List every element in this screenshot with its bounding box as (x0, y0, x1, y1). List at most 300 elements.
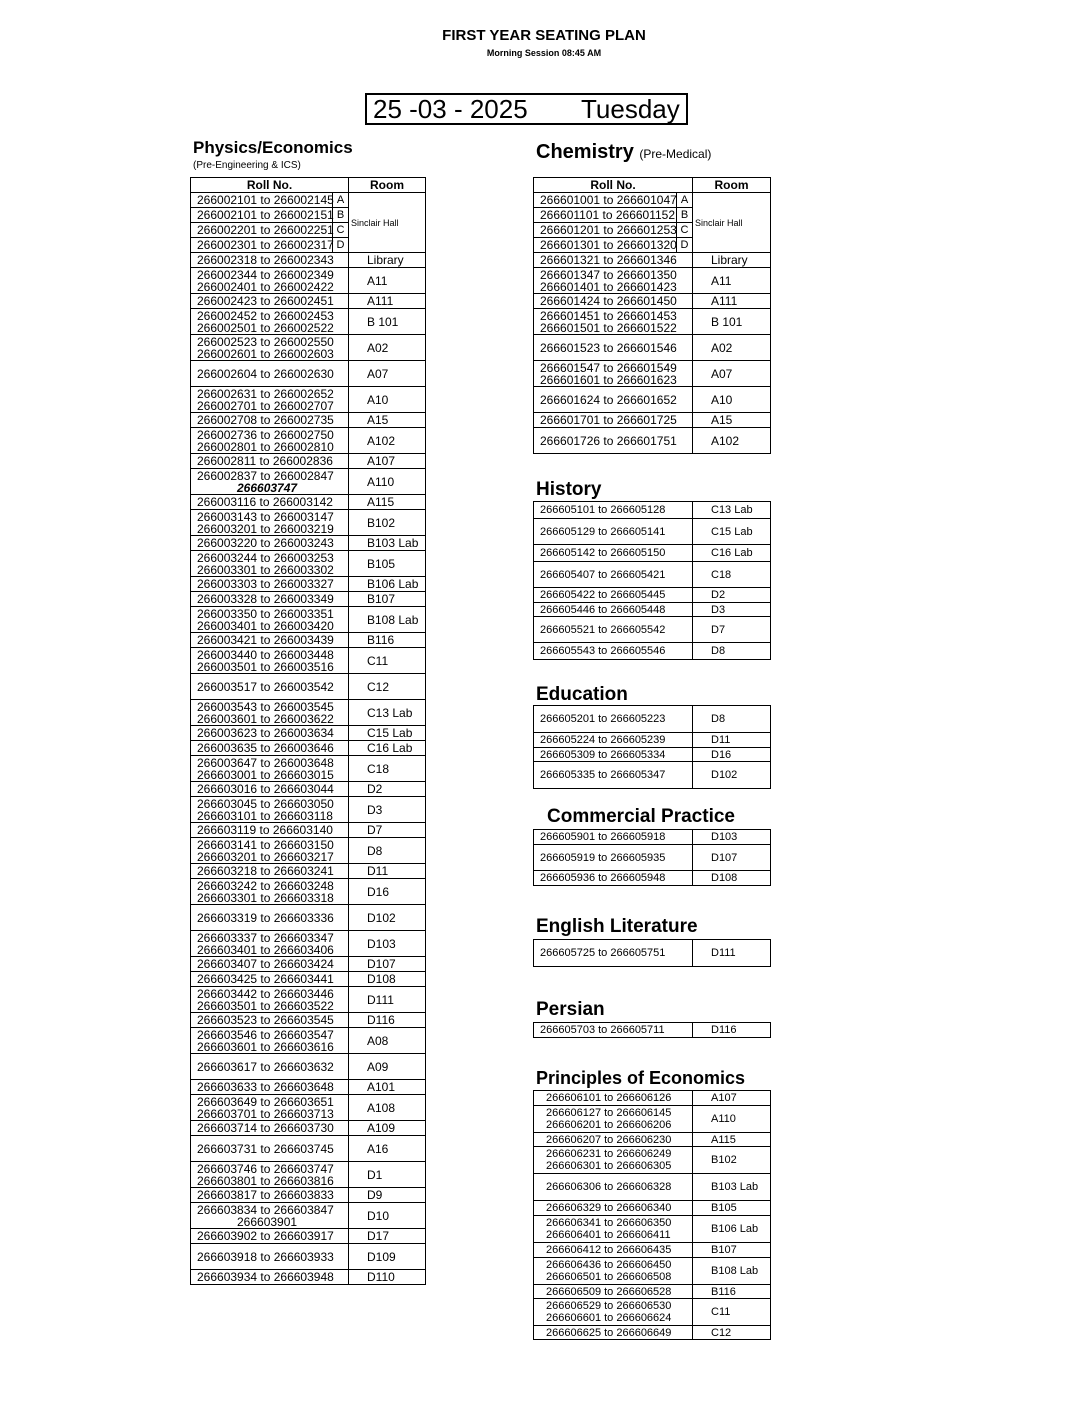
room-cell: A02 (693, 335, 771, 361)
room-cell: C13 Lab (693, 502, 771, 519)
roll-range-text: 266603731 to 266603745 (197, 1141, 334, 1156)
roll-range-text: 266603901 (237, 1214, 298, 1229)
roll-range (534, 223, 693, 238)
roll-range (191, 1188, 349, 1203)
room-cell: A07 (349, 361, 426, 387)
room-cell: B105 (349, 551, 426, 577)
table-row (534, 1243, 771, 1258)
roll-range-text: 266603617 to 266603632 (197, 1059, 334, 1074)
roll-range (191, 726, 349, 741)
roll-range (191, 361, 349, 387)
roll-range-text: 266606201 to 266606206 (546, 1119, 672, 1131)
room-cell: A108 (349, 1095, 426, 1121)
roll-range-text: 266002811 to 266002836 (197, 454, 333, 468)
roll-range (191, 838, 349, 864)
table-row (534, 1106, 771, 1133)
roll-range-text: 266605901 to 266605918 (540, 831, 666, 843)
roll-range-text: 266601301 to 266601320 (540, 238, 677, 252)
room-cell: D17 (349, 1229, 426, 1244)
roll-range-text: 266002708 to 266002735 (197, 413, 334, 427)
room-cell: D116 (349, 1013, 426, 1028)
room-cell: C12 (693, 1326, 771, 1340)
table-row (191, 413, 426, 428)
section-letter: C (676, 223, 692, 237)
roll-range (534, 940, 693, 967)
col-room-header: Room (693, 178, 771, 193)
room-cell: D10 (349, 1203, 426, 1229)
table-row (534, 413, 771, 428)
room-cell: B107 (349, 592, 426, 607)
roll-range (191, 223, 349, 238)
table-row (534, 428, 771, 454)
room-cell: Sinclair Hall (693, 193, 771, 253)
room-cell: C16 Lab (693, 545, 771, 562)
roll-range-text: 266003421 to 266003439 (197, 633, 334, 647)
roll-range-text: 266603918 to 266603933 (197, 1249, 334, 1264)
room-cell: C12 (349, 674, 426, 700)
room-cell: A10 (693, 387, 771, 413)
education-table (533, 705, 771, 789)
table-row (534, 361, 771, 387)
table-row (534, 502, 771, 519)
table-row (191, 469, 426, 495)
roll-range (191, 633, 349, 648)
roll-range (191, 469, 349, 495)
roll-range (534, 519, 693, 545)
table-row (191, 268, 426, 294)
roll-range (534, 1091, 693, 1106)
roll-range-text: 266605142 to 266605150 (540, 547, 666, 559)
roll-range-text: 266003517 to 266003542 (197, 679, 334, 694)
roll-range (534, 588, 693, 603)
roll-range (191, 1080, 349, 1095)
table-row (534, 643, 771, 660)
session-subtitle: Morning Session 08:45 AM (486, 48, 602, 58)
chemistry-heading: Chemistry (536, 141, 634, 163)
roll-range-text: 266603801 to 266603816 (197, 1173, 334, 1188)
section-letter: A (332, 193, 348, 207)
table-row (191, 987, 426, 1013)
roll-range (191, 1244, 349, 1270)
table-row (534, 193, 771, 208)
table-row (534, 519, 771, 545)
roll-range-text: 266003201 to 266003219 (197, 521, 334, 536)
room-cell: D3 (693, 603, 771, 617)
roll-range (534, 1258, 693, 1285)
roll-range-text: 266003543 to 266003545 (197, 699, 334, 714)
roll-range-text: 266603407 to 266603424 (197, 957, 334, 971)
room-cell: D109 (349, 1244, 426, 1270)
room-cell: B107 (693, 1243, 771, 1258)
table-row (191, 193, 426, 208)
roll-range-text: 266603746 to 266603747 (197, 1161, 334, 1176)
table-row (191, 931, 426, 957)
table-row (191, 756, 426, 782)
roll-range-text: 266606625 to 266606649 (546, 1326, 672, 1339)
table-row (191, 741, 426, 756)
roll-range-text: 266606401 to 266606411 (546, 1229, 671, 1241)
roll-range (534, 733, 693, 748)
roll-range (191, 1095, 349, 1121)
roll-range-text: 266003328 to 266003349 (197, 592, 334, 606)
roll-range (534, 502, 693, 519)
roll-range (191, 551, 349, 577)
room-cell: D2 (349, 782, 426, 797)
chemistry-heading-wrap (536, 141, 711, 164)
roll-range-text: 266606127 to 266606145 (546, 1107, 672, 1119)
roll-range (191, 648, 349, 674)
table-row (534, 1133, 771, 1147)
roll-range (191, 864, 349, 879)
roll-range-text: 266603934 to 266603948 (197, 1270, 334, 1284)
economics-table (533, 1090, 771, 1340)
roll-range (534, 335, 693, 361)
roll-range (191, 1121, 349, 1136)
room-cell: D102 (349, 905, 426, 931)
roll-range (191, 309, 349, 335)
roll-range (534, 1243, 693, 1258)
roll-range-text: 266002201 to 266002251 (197, 223, 334, 237)
roll-range (191, 1162, 349, 1188)
room-cell: C15 Lab (693, 519, 771, 545)
roll-range (191, 931, 349, 957)
roll-range-text: 266002101 to 266002151 (197, 208, 334, 222)
table-row (191, 1203, 426, 1229)
table-row (191, 387, 426, 413)
roll-range-text: 266003244 to 266003253 (197, 550, 334, 565)
room-cell: C11 (693, 1299, 771, 1326)
roll-range-text: 266002837 to 266002847 (197, 468, 334, 483)
table-row (191, 905, 426, 931)
roll-range-text: 266603442 to 266603446 (197, 986, 334, 1001)
roll-range-text: 266603425 to 266603441 (197, 972, 334, 986)
room-cell: A109 (349, 1121, 426, 1136)
room-cell: D110 (349, 1270, 426, 1285)
table-row (191, 294, 426, 309)
roll-range-text: 266606501 to 266606508 (546, 1271, 672, 1283)
table-row (534, 268, 771, 294)
room-cell: B103 Lab (693, 1174, 771, 1201)
roll-range (191, 674, 349, 700)
roll-range-text: 266603001 to 266603015 (197, 767, 334, 782)
table-row (191, 551, 426, 577)
table-row (534, 1147, 771, 1174)
section-letter: C (332, 223, 348, 237)
roll-range-text: 266603633 to 266603648 (197, 1080, 334, 1094)
table-row (534, 706, 771, 733)
roll-range (534, 545, 693, 562)
table-row (534, 1285, 771, 1299)
roll-range-text: 266603201 to 266603217 (197, 849, 334, 864)
roll-range-text: 266601201 to 266601253 (540, 223, 677, 237)
room-cell: D108 (693, 871, 771, 886)
roll-range (534, 1147, 693, 1174)
roll-range-text: 266605521 to 266605542 (540, 623, 666, 636)
roll-range (191, 268, 349, 294)
roll-range (191, 972, 349, 987)
roll-range-text: 266002601 to 266002603 (197, 346, 334, 361)
table-row (191, 1121, 426, 1136)
col-roll-header: Roll No. (534, 178, 693, 193)
roll-range-text: 266603016 to 266603044 (197, 782, 334, 796)
table-row (191, 1080, 426, 1095)
roll-range (534, 643, 693, 660)
roll-range-text: 266601401 to 266601423 (540, 279, 677, 294)
roll-range-text: 266605224 to 266605239 (540, 734, 666, 746)
roll-range-text: 266003303 to 266003327 (197, 577, 334, 591)
room-cell: D1 (349, 1162, 426, 1188)
persian-table (533, 1022, 771, 1038)
room-cell: Library (693, 253, 771, 268)
roll-range-text: 266605407 to 266605421 (540, 568, 666, 581)
table-row (191, 674, 426, 700)
roll-range-text: 266603747 (237, 480, 298, 495)
persian-heading: Persian (536, 999, 605, 1020)
room-cell: D103 (349, 931, 426, 957)
roll-range-text: 266002523 to 266002550 (197, 334, 334, 349)
roll-range-text: 266003601 to 266003622 (197, 711, 334, 726)
roll-range-text: 266603101 to 266603118 (197, 808, 333, 823)
economics-heading: Principles of Economics (536, 1068, 746, 1088)
roll-range-text: 266606601 to 266606624 (546, 1312, 672, 1324)
roll-range-text: 266601601 to 266601623 (540, 372, 677, 387)
table-row (191, 335, 426, 361)
roll-range-text: 266605201 to 266605223 (540, 713, 666, 725)
room-cell: D16 (349, 879, 426, 905)
roll-range (191, 756, 349, 782)
table-row (191, 309, 426, 335)
roll-range (191, 1013, 349, 1028)
room-cell: D8 (349, 838, 426, 864)
roll-range-text: 266002631 to 266002652 (197, 386, 334, 401)
roll-range-text: 266002452 to 266002453 (197, 308, 334, 323)
room-cell: A08 (349, 1028, 426, 1054)
commercial-table (533, 829, 771, 886)
room-cell: C13 Lab (349, 700, 426, 726)
roll-range (534, 1201, 693, 1216)
roll-range-text: 266601101 to 266601152 (540, 208, 676, 222)
table-row (534, 387, 771, 413)
room-cell: A110 (349, 469, 426, 495)
roll-range-text: 266603401 to 266603406 (197, 942, 334, 957)
room-cell: Library (349, 253, 426, 268)
roll-range-text: 266606301 to 266606305 (546, 1160, 672, 1172)
roll-range (191, 782, 349, 797)
roll-range-text: 266605309 to 266605334 (540, 748, 666, 761)
roll-range-text: 266605129 to 266605141 (540, 525, 666, 538)
roll-range (534, 1326, 693, 1340)
roll-range-text: 266601424 to 266601450 (540, 294, 677, 308)
table-row (534, 1201, 771, 1216)
table-row (191, 495, 426, 510)
roll-range-text: 266003401 to 266003420 (197, 618, 334, 633)
section-letter: D (332, 238, 348, 252)
room-cell: A07 (693, 361, 771, 387)
table-row (191, 1013, 426, 1028)
roll-range-text: 266002701 to 266002707 (197, 398, 334, 413)
roll-range-text: 266606101 to 266606126 (546, 1092, 672, 1104)
roll-range (534, 1299, 693, 1326)
table-row (191, 1028, 426, 1054)
table-row (191, 1095, 426, 1121)
roll-range (191, 238, 349, 253)
room-cell: C15 Lab (349, 726, 426, 741)
table-row (534, 603, 771, 617)
roll-range-text: 266601321 to 266601346 (540, 253, 677, 267)
room-cell: A11 (349, 268, 426, 294)
roll-range-text: 266601501 to 266601522 (540, 320, 677, 335)
col-roll-header: Roll No. (191, 178, 349, 193)
table-row (191, 428, 426, 454)
roll-range (191, 879, 349, 905)
roll-range-text: 266603218 to 266603241 (197, 864, 334, 878)
roll-range-text: 266603501 to 266603522 (197, 998, 334, 1013)
roll-range-text: 266606341 to 266606350 (546, 1217, 672, 1229)
roll-range (191, 577, 349, 592)
table-row (534, 733, 771, 748)
roll-range-text: 266003635 to 266003646 (197, 741, 334, 755)
roll-range-text: 266002101 to 266002145 (197, 193, 334, 207)
room-cell: A110 (693, 1106, 771, 1133)
roll-range-text: 266003301 to 266003302 (197, 562, 334, 577)
roll-range (534, 706, 693, 733)
section-letter: A (676, 193, 692, 207)
room-cell: D8 (693, 706, 771, 733)
table-row (191, 879, 426, 905)
roll-range (534, 603, 693, 617)
table-row (191, 648, 426, 674)
roll-range-text: 266003501 to 266003516 (197, 659, 334, 674)
room-cell: A102 (349, 428, 426, 454)
table-row (191, 797, 426, 823)
room-cell: B102 (349, 510, 426, 536)
roll-range-text: 266606412 to 266606435 (546, 1244, 672, 1256)
roll-range-text: 266603523 to 266603545 (197, 1013, 334, 1027)
physics-heading: Physics/Economics (193, 138, 353, 157)
roll-range-text: 266603701 to 266603713 (197, 1106, 334, 1121)
roll-range-text: 266601624 to 266601652 (540, 392, 677, 407)
roll-range (191, 1028, 349, 1054)
roll-range (534, 830, 693, 845)
roll-range-text: 266603119 to 266603140 (197, 823, 333, 837)
roll-range-text: 266002423 to 266002451 (197, 294, 334, 308)
roll-range-text: 266003440 to 266003448 (197, 647, 334, 662)
roll-range (191, 957, 349, 972)
table-row (534, 830, 771, 845)
table-row (191, 1188, 426, 1203)
chemistry-table (533, 177, 771, 454)
roll-range (534, 1023, 693, 1038)
table-row (191, 536, 426, 551)
roll-range (191, 1203, 349, 1229)
section-letter: B (332, 208, 348, 222)
room-cell: C16 Lab (349, 741, 426, 756)
physics-table (190, 177, 426, 1285)
roll-range-text: 266003220 to 266003243 (197, 536, 334, 550)
table-row (534, 562, 771, 588)
roll-range (191, 253, 349, 268)
roll-range (534, 238, 693, 253)
roll-range-text: 266606529 to 266606530 (546, 1300, 672, 1312)
roll-range (191, 741, 349, 756)
table-row (191, 972, 426, 987)
roll-range (191, 335, 349, 361)
table-row (191, 361, 426, 387)
roll-range (191, 510, 349, 536)
roll-range-text: 266603337 to 266603347 (197, 930, 334, 945)
room-cell: D7 (693, 617, 771, 643)
room-cell: D2 (693, 588, 771, 603)
roll-range-text: 266603601 to 266603616 (197, 1039, 334, 1054)
table-row (534, 1258, 771, 1285)
roll-range-text: 266002736 to 266002750 (197, 427, 334, 442)
room-cell: B108 Lab (693, 1258, 771, 1285)
room-cell: A107 (349, 454, 426, 469)
roll-range-text: 266003350 to 266003351 (197, 606, 334, 621)
roll-range (191, 823, 349, 838)
roll-range-text: 266605703 to 266605711 (540, 1024, 665, 1036)
roll-range-text: 266603649 to 266603651 (197, 1094, 334, 1109)
room-cell: B 101 (693, 309, 771, 335)
room-cell: B 101 (349, 309, 426, 335)
roll-range-text: 266605725 to 266605751 (540, 947, 666, 959)
table-row (534, 1326, 771, 1340)
room-cell: A15 (349, 413, 426, 428)
physics-note: (Pre-Engineering & ICS) (193, 160, 301, 171)
room-cell: B103 Lab (349, 536, 426, 551)
roll-range-text: 266003116 to 266003142 (197, 495, 333, 509)
roll-range-text: 266603817 to 266603833 (197, 1188, 334, 1202)
room-cell: A101 (349, 1080, 426, 1095)
roll-range (534, 208, 693, 223)
table-row (534, 294, 771, 309)
roll-range (534, 1285, 693, 1299)
roll-range-text: 266603546 to 266603547 (197, 1027, 334, 1042)
roll-range-text: 266606509 to 266606528 (546, 1285, 672, 1298)
room-cell: D11 (693, 733, 771, 748)
table-row (534, 335, 771, 361)
table-row (191, 1136, 426, 1162)
table-row (191, 510, 426, 536)
roll-range-text: 266603902 to 266603917 (197, 1229, 334, 1243)
roll-range-text: 266002604 to 266002630 (197, 366, 334, 381)
roll-range (534, 617, 693, 643)
roll-range (534, 1174, 693, 1201)
table-row (534, 309, 771, 335)
table-row (191, 1162, 426, 1188)
table-row (534, 1299, 771, 1326)
roll-range (191, 294, 349, 309)
table-row (534, 762, 771, 789)
table-row (191, 1054, 426, 1080)
page-title: FIRST YEAR SEATING PLAN (442, 27, 646, 44)
roll-range-text: 266605422 to 266605445 (540, 589, 666, 601)
table-row (534, 588, 771, 603)
room-cell: B106 Lab (693, 1216, 771, 1243)
table-row (534, 1216, 771, 1243)
room-cell: A111 (693, 294, 771, 309)
room-cell: D111 (349, 987, 426, 1013)
room-cell: B102 (693, 1147, 771, 1174)
roll-range-text: 266605919 to 266605935 (540, 851, 666, 864)
roll-range-text: 266601523 to 266601546 (540, 340, 677, 355)
roll-range (191, 1136, 349, 1162)
room-cell: A11 (693, 268, 771, 294)
roll-range (191, 1270, 349, 1285)
roll-range (191, 454, 349, 469)
roll-range (191, 797, 349, 823)
english-heading: English Literature (536, 916, 698, 937)
